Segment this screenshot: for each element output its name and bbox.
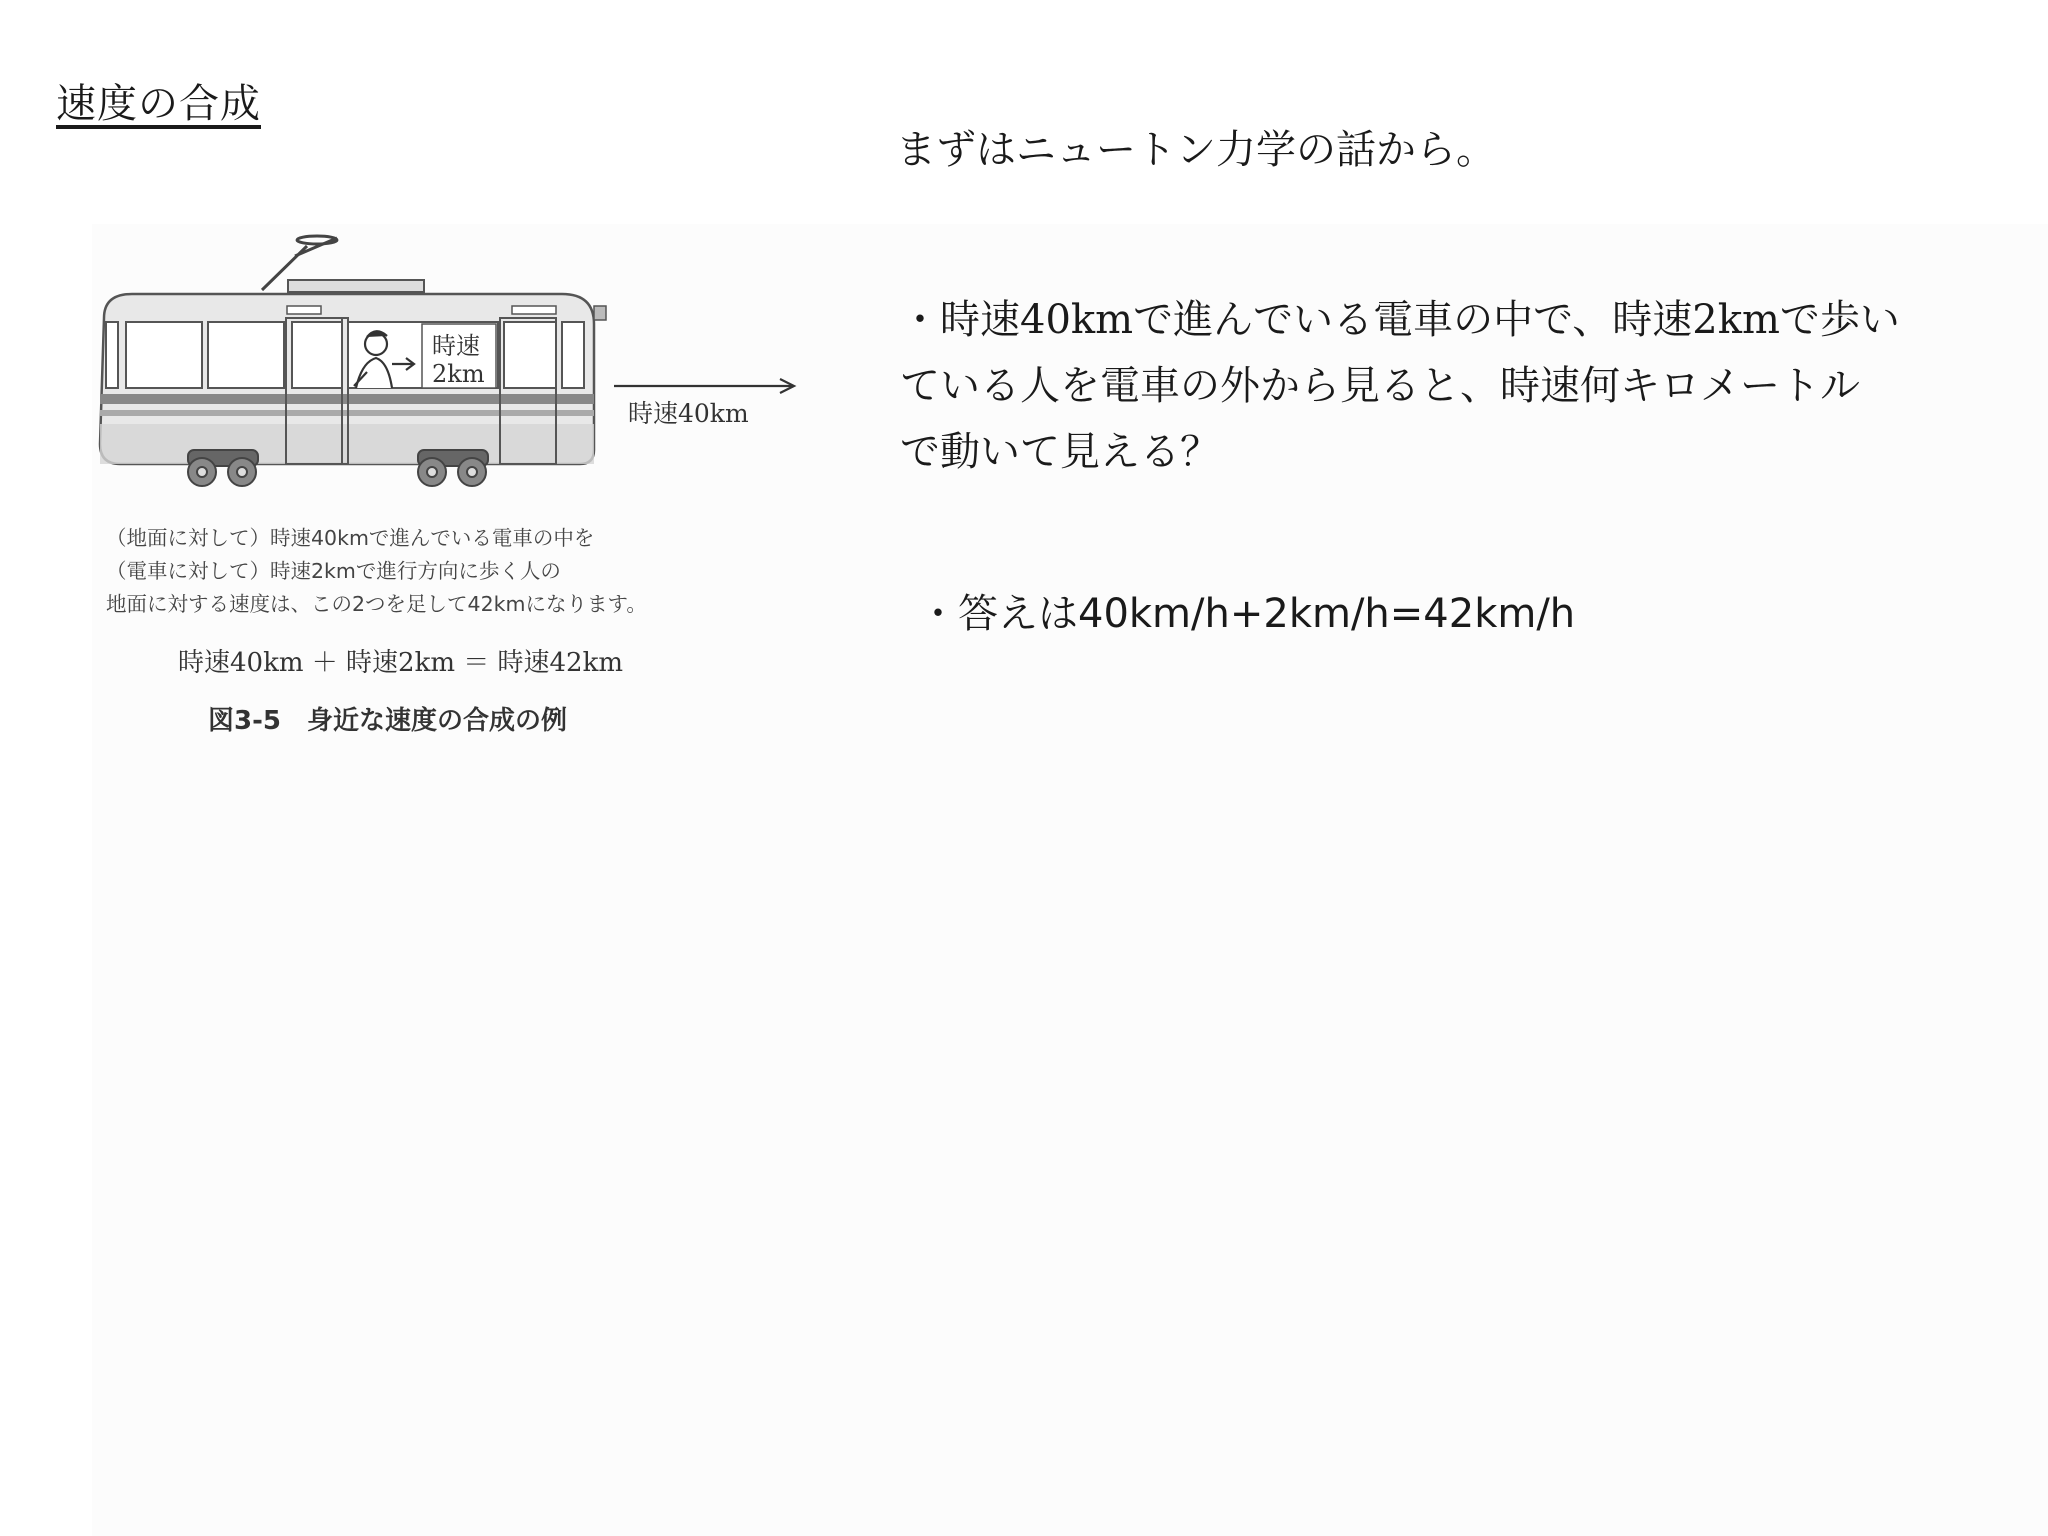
- person-speed-label-1: 時速: [432, 332, 480, 360]
- caption-line: （電車に対して）時速2kmで進行方向に歩く人の: [106, 559, 561, 583]
- intro-text: まずはニュートン力学の話から。: [896, 127, 1496, 173]
- caption-line: 地面に対する速度は、この2つを足して42kmになります。: [106, 592, 647, 616]
- slide-title: 速度の合成: [56, 81, 261, 127]
- figure-label: 図3-5 身近な速度の合成の例: [208, 706, 567, 736]
- train-speed-label: 時速40km: [628, 399, 749, 428]
- person-speed-label-2: 2km: [432, 360, 485, 388]
- answer-text: ・答えは40km/h+2km/h=42km/h: [918, 591, 1576, 637]
- tram-illustration: [92, 228, 812, 498]
- train-direction-arrow-icon: [614, 379, 794, 393]
- figure-formula: 時速40km ＋ 時速2km ＝ 時速42km: [178, 648, 623, 678]
- question-line: ・時速40kmで進んでいる電車の中で、時速2kmで歩い: [900, 297, 1900, 343]
- question-line: で動いて見える？: [900, 429, 1220, 475]
- question-line: ている人を電車の外から見ると、時速何キロメートル: [900, 363, 1860, 409]
- caption-line: （地面に対して）時速40kmで進んでいる電車の中を: [106, 526, 595, 550]
- figure-caption: [106, 522, 826, 621]
